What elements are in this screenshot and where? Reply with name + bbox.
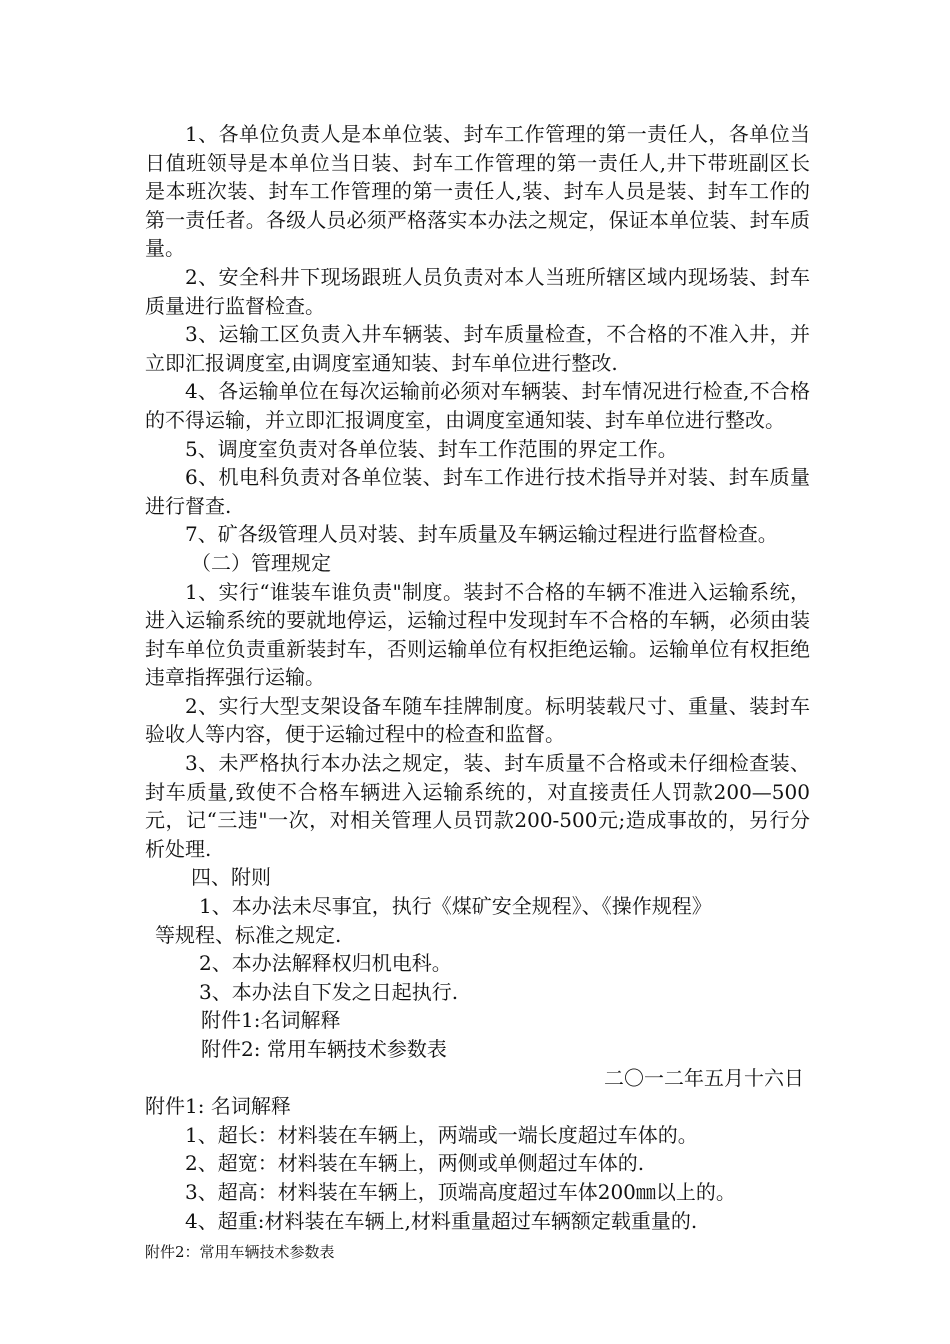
section-heading-supplementary: 四、附则 (191, 865, 271, 890)
supplementary-item-1: 1、本办法未尽事宜，执行《煤矿安全规程》、《操作规程》 (199, 894, 712, 919)
supplementary-item-1-continued: 等规程、标准之规定. (155, 922, 342, 947)
supplementary-item-2: 2、本办法解释权归机电科。 (199, 951, 452, 976)
attachment-list-item: 附件2: 常用车辆技术参数表 (201, 1037, 447, 1061)
responsibility-item: 6、机电科负责对各单位装、封车工作进行技术指导并对装、封车质量进行督查. (145, 465, 810, 518)
responsibility-item: 3、运输工区负责入井车辆装、封车质量检查，不合格的不准入井，并立即汇报调度室,由调度室通知装、封车单位进行整改. (145, 322, 810, 375)
definition-item: 1、超长：材料装在车辆上，两端或一端长度超过车体的。 (185, 1122, 698, 1147)
attachment-list-item: 附件1:名词解释 (201, 1008, 341, 1033)
management-rule: 3、未严格执行本办法之规定，装、封车质量不合格或未仔细检查装、封车质量,致使不合格车辆进入运输系统的，对直接责任人罚款200—500元，记“三违"一次，对相关管理人员罚款200-500元;造成事故的，另行分析处理. (145, 751, 810, 861)
responsibility-item: 1、各单位负责人是本单位装、封车工作管理的第一责任人，各单位当日值班领导是本单位当日装、封车工作管理的第一责任人,井下带班副区长是本班次装、封车工作管理的第一责任人,装、封车人员是装、封车工作的第一责任者。各级人员必须严格落实本办法之规定，保证本单位装、封车质量。 (145, 122, 810, 261)
definition-item: 4、超重:材料装在车辆上,材料重量超过车辆额定载重量的. (185, 1208, 698, 1233)
section-heading-management: （二）管理规定 (191, 550, 331, 575)
document-body (145, 120, 810, 1263)
definition-item: 3、超高：材料装在车辆上，顶端高度超过车体200㎜以上的。 (185, 1179, 736, 1204)
definition-item: 2、超宽：材料装在车辆上，两侧或单侧超过车体的. (185, 1151, 645, 1176)
responsibility-item: 7、矿各级管理人员对装、封车质量及车辆运输过程进行监督检查。 (185, 522, 778, 547)
supplementary-item-3: 3、本办法自下发之日起执行. (199, 979, 459, 1004)
document-date: 二〇一二年五月十六日 (604, 1065, 804, 1090)
responsibility-item: 5、调度室负责对各单位装、封车工作范围的界定工作。 (185, 436, 678, 461)
management-rule: 1、实行“谁装车谁负责"制度。装封不合格的车辆不准进入运输系统，进入运输系统的要就地停运，运输过程中发现封车不合格的车辆，必须由装封车单位负责重新装封车，否则运输单位有权拒绝运输。运输单位有权拒绝违章指挥强行运输。 (145, 579, 810, 690)
appendix-2-title: 附件2：常用车辆技术参数表 (145, 1243, 335, 1262)
appendix-1-title: 附件1: 名词解释 (145, 1094, 291, 1119)
management-rule: 2、实行大型支架设备车随车挂牌制度。标明装载尺寸、重量、装封车验收人等内容，便于运输过程中的检查和监督。 (145, 693, 810, 747)
responsibility-item: 2、安全科井下现场跟班人员负责对本人当班所辖区域内现场装、封车质量进行监督检查。 (145, 264, 810, 318)
responsibility-item: 4、各运输单位在每次运输前必须对车辆装、封车情况进行检查,不合格的不得运输，并立即汇报调度室，由调度室通知装、封车单位进行整改。 (145, 379, 810, 432)
